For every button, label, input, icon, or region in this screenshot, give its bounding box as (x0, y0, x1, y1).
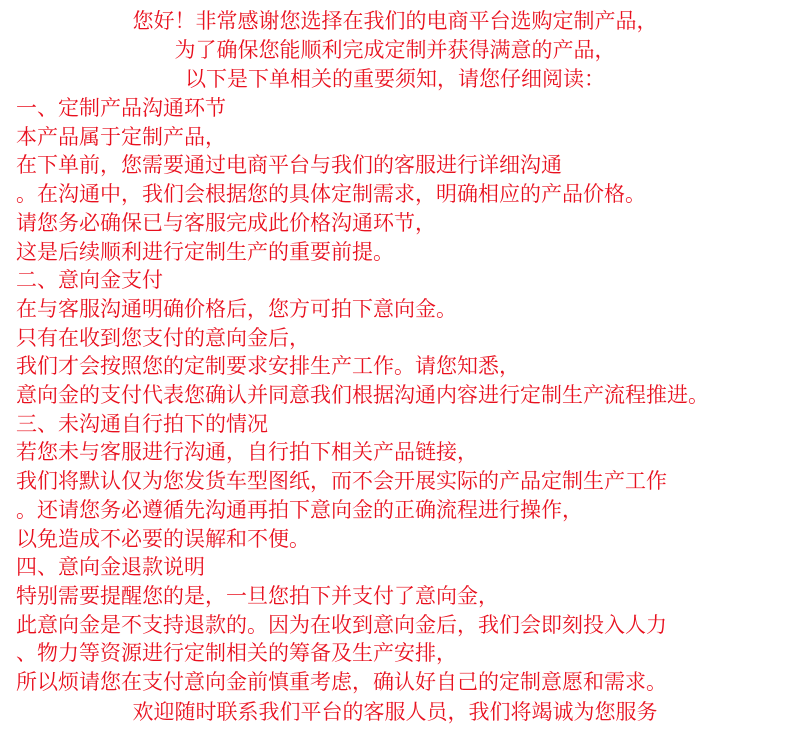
section-heading: 一、定制产品沟通环节 (16, 96, 226, 120)
section-line: 我们将默认仅为您发货车型图纸，而不会开展实际的产品定制生产工作 (16, 469, 667, 494)
section-heading: 二、意向金支付 (16, 268, 163, 293)
section-line: 只有在收到您支付的意向金后， (16, 325, 310, 350)
section-line: 所以烦请您在支付意向金前慎重考虑，确认好自己的定制意愿和需求。 (16, 670, 667, 695)
section-line: 。在沟通中，我们会根据您的具体定制需求，明确相应的产品价格。 (16, 182, 646, 207)
closing-line: 欢迎随时联系我们平台的客服人员，我们将竭诚为您服务 (132, 699, 658, 724)
section-refund (16, 553, 790, 697)
section-line: 。还请您务必遵循先沟通再拍下意向金的正确流程进行操作， (16, 497, 583, 522)
section-line: 此意向金是不支持退款的。因为在收到意向金后，我们会即刻投入人力 (16, 612, 667, 637)
section-heading: 三、未沟通自行拍下的情况 (16, 411, 268, 436)
section-heading: 四、意向金退款说明 (16, 555, 205, 580)
intro-line-3: 以下是下单相关的重要须知，请您仔细阅读： (185, 67, 605, 91)
section-line: 、物力等资源进行定制相关的筹备及生产安排， (16, 641, 457, 666)
section-line: 意向金的支付代表您确认并同意我们根据沟通内容进行定制生产流程推进。 (16, 383, 709, 408)
section-no-communication (16, 410, 790, 554)
section-line: 在与客服沟通明确价格后，您方可拍下意向金。 (16, 296, 457, 321)
section-line: 以免造成不必要的误解和不便。 (16, 526, 310, 551)
section-line: 我们才会按照您的定制要求安排生产工作。请您知悉， (16, 354, 520, 379)
section-line: 特别需要提醒您的是，一旦您拍下并支付了意向金， (16, 583, 499, 608)
section-line: 请您务必确保已与客服完成此价格沟通环节， (16, 210, 436, 235)
section-deposit-payment (16, 266, 790, 410)
intro-line-1: 您好！非常感谢您选择在我们的电商平台选购定制产品， (132, 9, 658, 33)
intro-block (0, 0, 790, 94)
section-line: 这是后续顺利进行定制生产的重要前提。 (16, 239, 394, 264)
notice-body (0, 94, 790, 697)
section-line: 若您未与客服进行沟通，自行拍下相关产品链接， (16, 440, 478, 465)
section-line: 在下单前，您需要通过电商平台与我们的客服进行详细沟通 (16, 153, 562, 178)
intro-line-2: 为了确保您能顺利完成定制并获得满意的产品， (174, 38, 616, 62)
section-line: 本产品属于定制产品， (16, 124, 226, 149)
section-communication (16, 94, 790, 266)
